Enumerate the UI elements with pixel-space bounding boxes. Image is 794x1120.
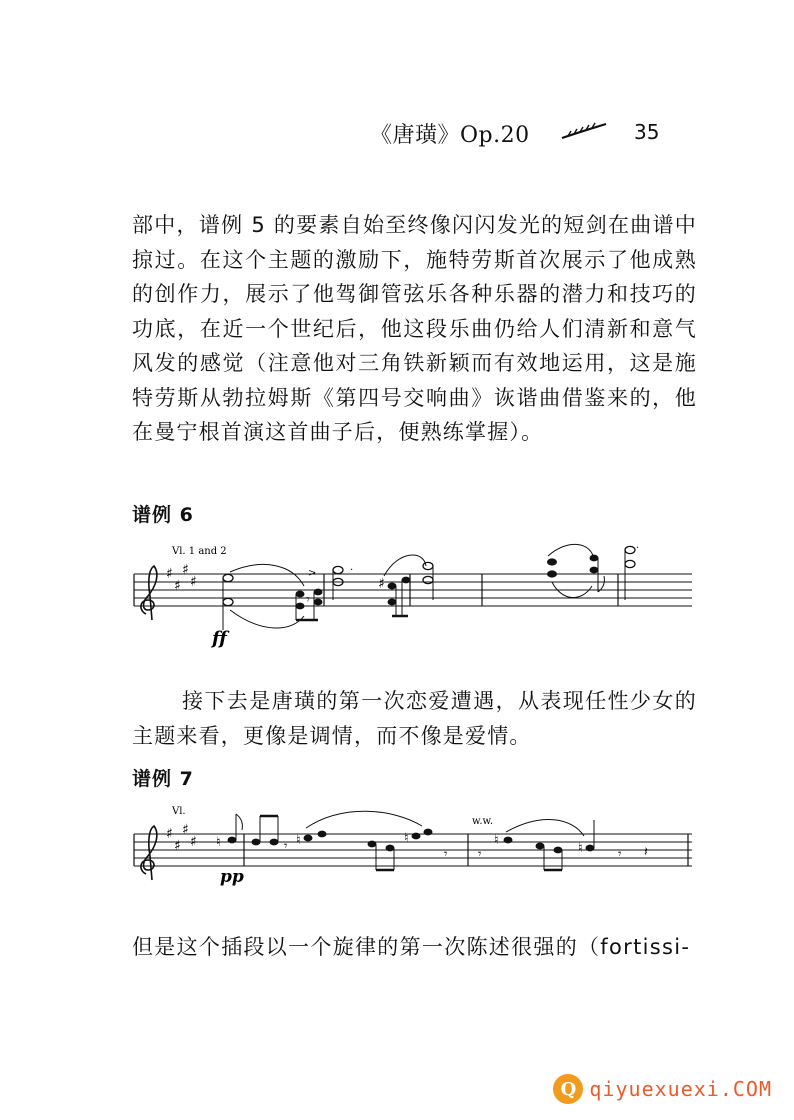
notes-measure-1 [216, 814, 242, 850]
instrument-label: Vl. 1 and 2 [172, 546, 227, 557]
svg-text:♯: ♯ [378, 576, 385, 592]
example-6-label: 谱例 6 [132, 504, 194, 526]
flourish-icon [560, 122, 608, 140]
svg-text:♮: ♮ [296, 833, 301, 848]
svg-text:♯: ♯ [182, 562, 189, 578]
svg-text:♮: ♮ [404, 831, 409, 846]
svg-text:>: > [308, 568, 317, 579]
svg-text:𝄾: 𝄾 [306, 592, 310, 608]
svg-text:♯: ♯ [174, 578, 181, 594]
body-paragraph-3: 但是这个插段以一个旋律的第一次陈述很强的（fortissi- [132, 935, 691, 959]
dynamic-marking: pp [220, 867, 244, 887]
notes-measure-3 [423, 544, 604, 600]
key-signature-sharps [166, 822, 197, 854]
svg-text:♯: ♯ [174, 838, 181, 854]
svg-text:♯: ♯ [166, 566, 173, 582]
section-marking: w.w. [472, 816, 494, 827]
svg-text:♯: ♯ [166, 826, 173, 842]
watermark [553, 1074, 772, 1104]
svg-text:𝄽: 𝄽 [644, 845, 648, 860]
svg-text:♯: ♯ [190, 574, 197, 590]
instrument-label: Vl. [172, 806, 186, 817]
page-number: 35 [634, 120, 660, 144]
notes-measure-3 [478, 820, 648, 870]
body-paragraph-1: 部中，谱例 5 的要素自始至终像闪闪发光的短剑在曲谱中掠过。在这个主题的激励下，施特劳斯首次展示了他成熟的创作力，展示了他驾御管弦乐各种乐器的潜力和技巧的功底，在近一个世纪后，他这段乐曲仍给人们清新和意气风发的感觉（注意他对三角铁新颖而有效地运用，这是施特劳斯从勃拉姆斯《第四号交响曲》诙谐曲借鉴来的，他在曼宁根首演这首曲子后，便熟练掌握）。 [132, 213, 697, 444]
svg-text:♮: ♮ [494, 833, 499, 848]
svg-text:♮: ♮ [216, 835, 221, 850]
svg-text:♯: ♯ [182, 822, 189, 838]
staff-lines [134, 574, 692, 606]
key-signature-sharps [166, 562, 197, 594]
svg-text:♮: ♮ [578, 841, 583, 856]
watermark-text: qiyuexuexi.COM [589, 1077, 772, 1101]
svg-text:𝄾: 𝄾 [478, 847, 482, 862]
svg-text:.: . [636, 540, 640, 551]
dynamic-marking: ff [212, 628, 227, 649]
music-example-6 [132, 540, 692, 650]
svg-text:𝄾: 𝄾 [284, 839, 288, 854]
notes-measure-4 [625, 540, 639, 600]
body-paragraph-2: 接下去是唐璜的第一次恋爱遭遇，从表现任性少女的主题来看，更像是调情，而不像是爱情。 [132, 689, 697, 748]
example-7-label: 谱例 7 [132, 768, 194, 790]
svg-text:.: . [350, 562, 354, 573]
svg-text:𝄾: 𝄾 [444, 847, 448, 862]
running-header-title: 《唐璜》Op.20 [370, 123, 530, 148]
notes-measure-2 [252, 811, 449, 870]
notes-measure-2 [333, 555, 426, 616]
svg-text:𝄾: 𝄾 [618, 847, 622, 862]
watermark-logo-icon: Q [553, 1074, 583, 1104]
music-example-7 [132, 800, 692, 890]
svg-text:♯: ♯ [190, 834, 197, 850]
